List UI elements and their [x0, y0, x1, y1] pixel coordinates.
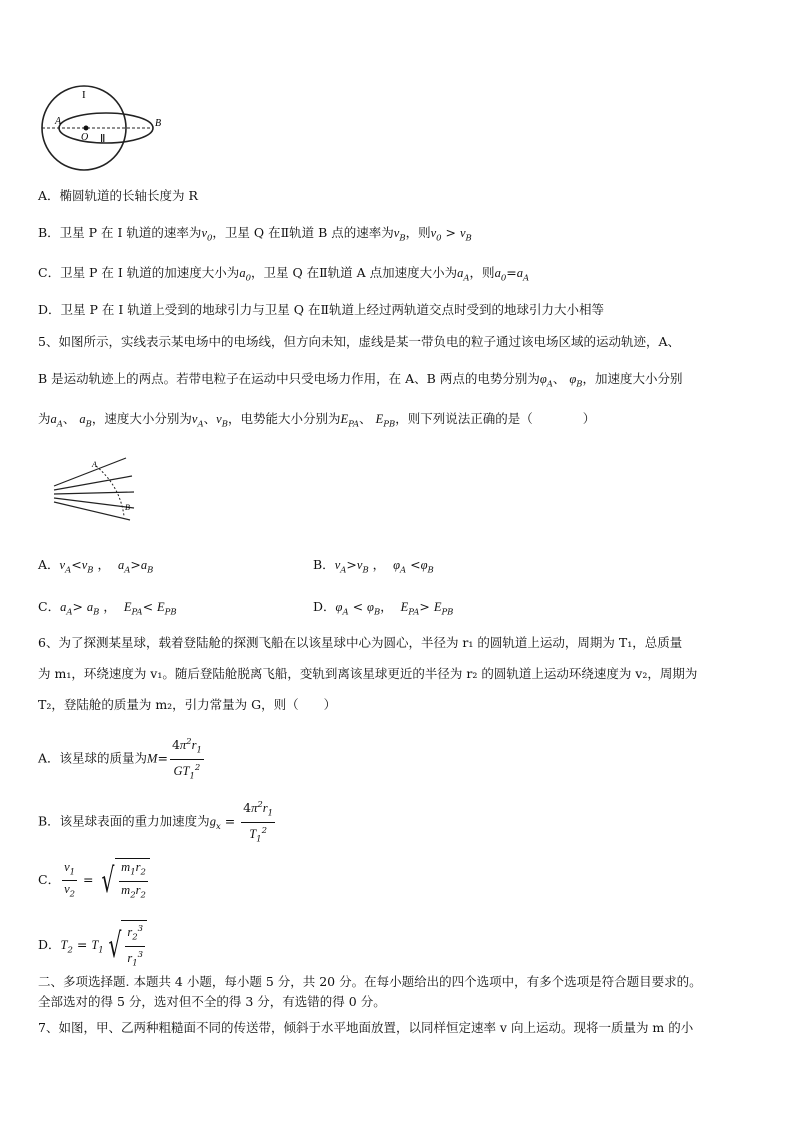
q6-stem-line1: 6、为了探测某星球，载着登陆舱的探测飞船在以该星球中心为圆心，半径为 r₁ 的圆轨道上运动，周期为 T₁，总质量 [38, 635, 683, 650]
q5-line2-text-1: B 是运动轨迹上的两点。若带电粒子在运动中只受电场力作用，在 A、B 两点的电势分别为 [38, 371, 540, 386]
q4-b-text-3: ，则 [405, 225, 431, 240]
orbit-label-O: O [81, 132, 89, 143]
q5-stem-line3: 为$a_A$、 $a_B$，速度大小分别为$v_A$、$v_B$，电势能大小分别为$E_{PA}$、 $E_{PB}$，则下列说法正确的是（ ） [38, 411, 596, 430]
q5-line3-text-4: ，则下列说法正确的是（ ） [395, 411, 596, 426]
orbit-diagram [40, 82, 170, 182]
q5-line3-text-3: ，电势能大小分别为 [227, 411, 341, 426]
q6-option-b-label: B．该星球表面的重力加速度为 [38, 813, 210, 829]
section2-heading-line2: 全部选对的得 5 分，选对但不全的得 3 分，有选错的得 0 分。 [38, 994, 386, 1009]
q6-stem-line2: 为 m₁，环绕速度为 v₁。随后登陆舱脱离飞船，变轨到离该星球更近的半径为 r₂ 的圆轨道上运动环绕速度为 v₂，周期为 [38, 666, 698, 681]
orbit-label-II: Ⅱ [100, 133, 106, 145]
q6-option-a-label: A．该星球的质量为 [38, 750, 148, 766]
q5-option-b: B．$v_A>v_B$ ， $\varphi_A <\varphi_B$ [313, 557, 434, 576]
section2-heading-line1: 二、多项选择题. 本题共 4 小题，每小题 5 分，共 20 分。在每小题给出的四个选项中，有多个选项是符合题目要求的。 [38, 974, 702, 989]
q5-stem-line2: B 是运动轨迹上的两点。若带电粒子在运动中只受电场力作用，在 A、B 两点的电势分别为$\varphi_A$、 $\varphi_B$，加速度大小分别 [38, 371, 683, 390]
field-label-A: A [92, 460, 97, 469]
field-line-diagram [50, 452, 140, 524]
q4-b-text-1: B．卫星 P 在 I 轨道的速率为 [38, 225, 202, 240]
q4-option-c: C．卫星 P 在 I 轨道的加速度大小为$a_0$，卫星 Q 在Ⅱ轨道 A 点加速度大小为$a_A$，则$a_0=a_A$ [38, 265, 530, 284]
q4-option-a: A．椭圆轨道的长轴长度为 R [38, 188, 198, 203]
orbit-label-I: I [82, 89, 86, 101]
q6-option-c-label: C． [38, 872, 61, 887]
q6-option-a: A．该星球的质量为M= $\frac{4\pi^2r_1}{GT_1^2}$ [38, 734, 206, 784]
q4-c-text-2: ，卫星 Q 在Ⅱ轨道 A 点加速度大小为 [250, 265, 458, 280]
orbit-label-A: A [55, 116, 62, 127]
q6-option-d-label: D． [38, 937, 61, 953]
q6-option-b: B．该星球表面的重力加速度为$g_x$ = $\frac{4\pi^2r_1}{T_1^2}$ [38, 797, 277, 847]
q4-option-d: D．卫星 P 在 I 轨道上受到的地球引力与卫星 Q 在Ⅱ轨道上经过两轨道交点时受到的地球引力大小相等 [38, 302, 604, 317]
q4-c-text-1: C．卫星 P 在 I 轨道的加速度大小为 [38, 265, 240, 280]
q6-option-d: D．$T_2 = T_1$ √ $\frac{r_2^3}{r_1^3}$ [38, 920, 147, 971]
q5-option-d-label: D． [313, 599, 336, 614]
q5-option-c: C．$a_A> a_B$ ， $E_{PA}< E_{PB}$ [38, 599, 177, 618]
q5-line2-text-2: ，加速度大小分别 [582, 371, 683, 386]
q5-option-b-label: B． [313, 557, 335, 572]
q5-line3-text-1: 为 [38, 411, 51, 426]
q6-option-c: C． $\frac{v_1}{v_2}$ = √ $\frac{m_1r_2}{m_2r_2}$ [38, 858, 150, 903]
q7-stem-line1: 7、如图，甲、乙两种粗糙面不同的传送带，倾斜于水平地面放置，以同样恒定速率 v 向上运动。现将一质量为 m 的小 [38, 1020, 694, 1035]
q4-b-text-2: ，卫星 Q 在Ⅱ轨道 B 点的速率为 [212, 225, 394, 240]
q5-option-a-label: A． [38, 557, 60, 572]
q6-stem-line3: T₂，登陆舱的质量为 m₂，引力常量为 G，则（ ） [38, 697, 337, 712]
q5-line3-text-2: ，速度大小分别为 [91, 411, 192, 426]
field-label-B: B [125, 503, 130, 512]
q4-c-text-3: ，则 [469, 265, 495, 280]
q5-stem-line1: 5、如图所示，实线表示某电场中的电场线，但方向未知，虚线是某一带负电的粒子通过该电场区域的运动轨迹，A、 [38, 334, 680, 349]
q4-option-b: B．卫星 P 在 I 轨道的速率为$v_0$，卫星 Q 在Ⅱ轨道 B 点的速率为$v_B$，则$v_0 > v_B$ [38, 225, 472, 244]
orbit-label-B: B [155, 118, 162, 129]
q5-option-c-label: C． [38, 599, 61, 614]
q5-option-a: A．$v_A<v_B$ ， $a_A>a_B$ [38, 557, 154, 576]
q5-option-d: D．$\varphi_A < \varphi_B$， $E_{PA}> E_{PB}$ [313, 599, 454, 618]
